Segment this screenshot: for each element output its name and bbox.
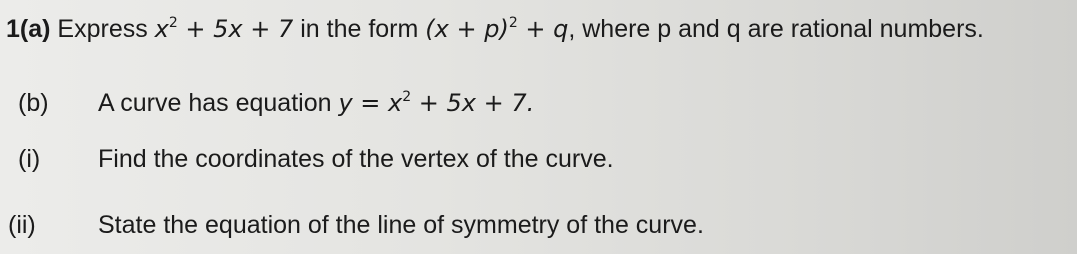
question-text-after: , where p and q are rational numbers. <box>568 15 984 43</box>
curve-equation: $y = x^2 + 5x + 7$. <box>338 89 535 117</box>
expression-1: $x^2 + 5x + 7$ <box>154 15 294 43</box>
question-text-middle: in the form <box>293 15 426 43</box>
question-text-before: Express <box>50 15 155 43</box>
part-label-b: (b) <box>18 89 49 117</box>
question-b-text: A curve has equation <box>98 89 339 117</box>
question-i-text: Find the coordinates of the vertex of the curve. <box>98 145 614 173</box>
expression-2: $(x + p)^2 + q$ <box>425 15 569 43</box>
question-i <box>6 144 614 174</box>
part-label-i: (i) <box>18 145 41 173</box>
question-ii-text: State the equation of the line of symmetry of the curve. <box>98 211 704 239</box>
question-number: 1(a) <box>6 15 51 43</box>
question-1a <box>6 8 984 44</box>
question-b <box>6 82 534 118</box>
question-ii <box>6 210 704 240</box>
part-label-ii: (ii) <box>8 211 36 239</box>
